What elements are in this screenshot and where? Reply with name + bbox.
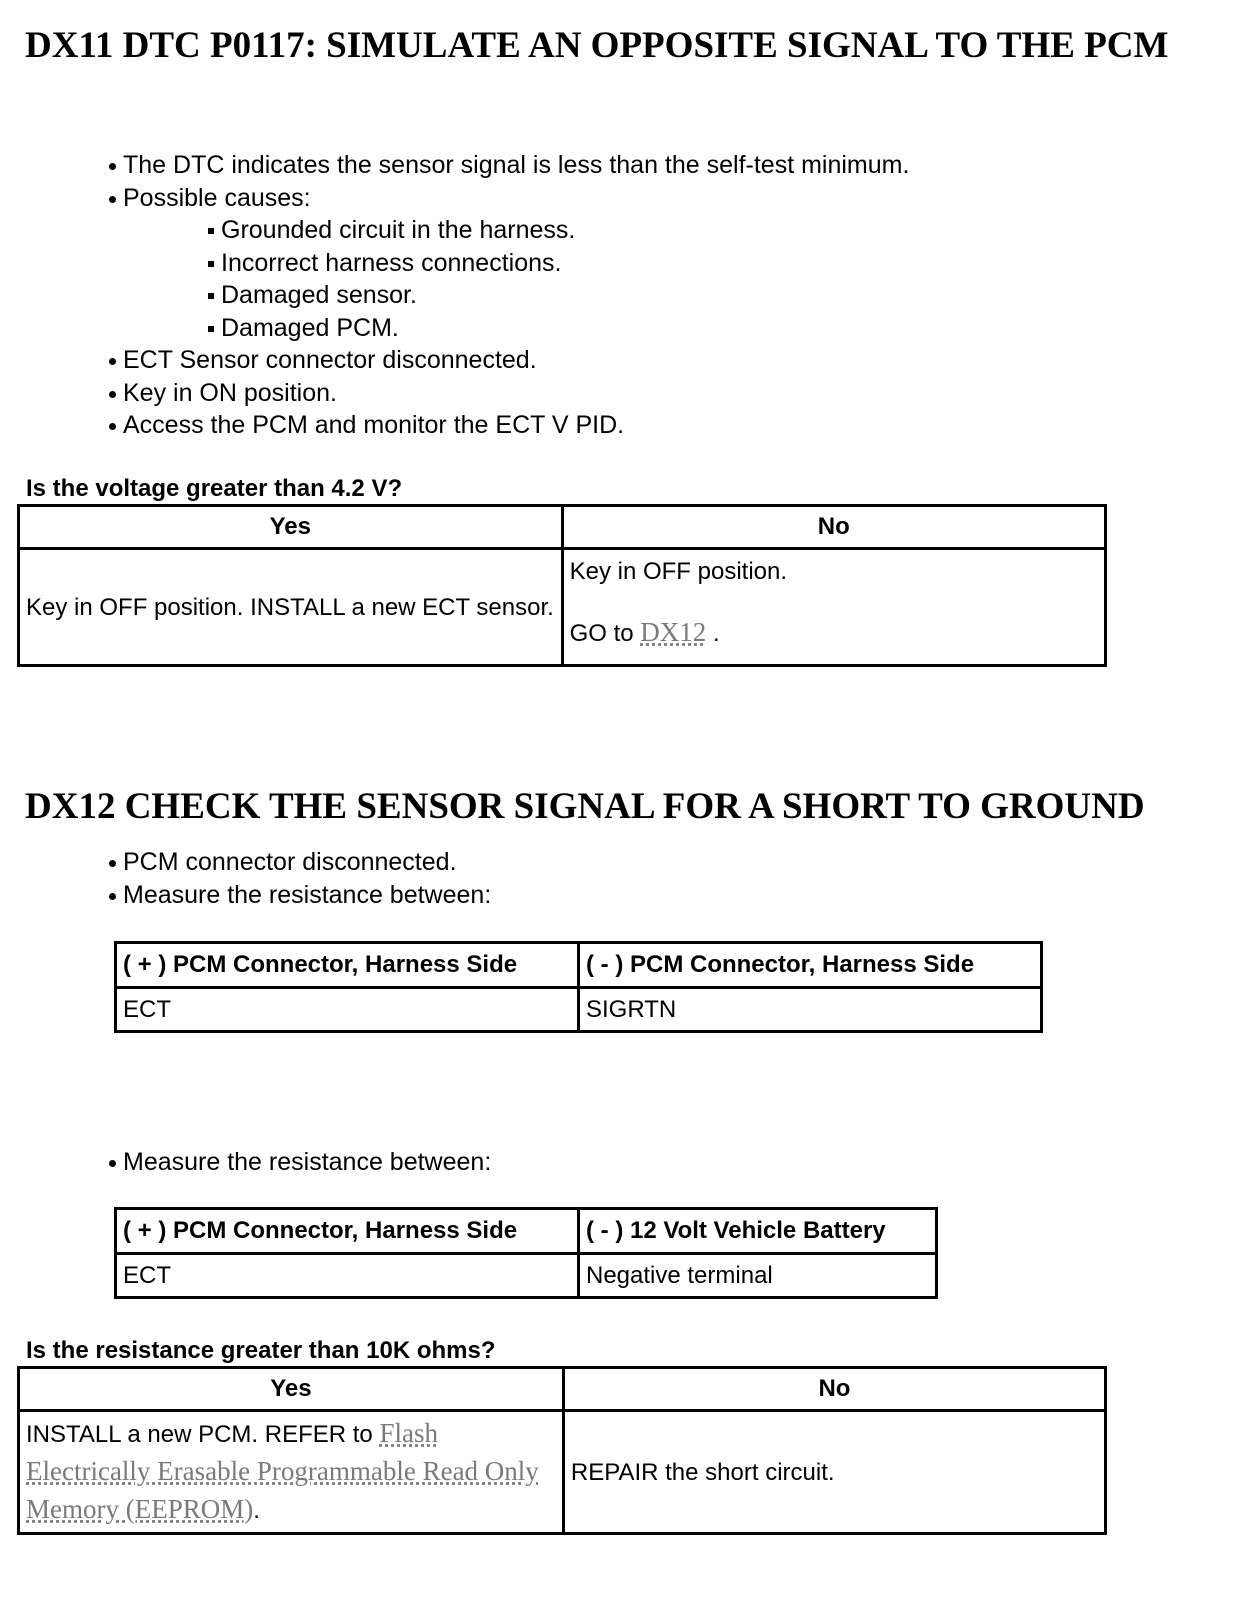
step-item: Measure the resistance between: xyxy=(107,1146,491,1179)
no-header: No xyxy=(562,506,1105,549)
minus-header: ( - ) 12 Volt Vehicle Battery xyxy=(579,1209,937,1254)
goto-line xyxy=(570,617,1098,649)
goto-suffix: . xyxy=(712,620,720,647)
minus-cell: Negative terminal xyxy=(579,1254,937,1298)
yes-cell xyxy=(19,1411,564,1534)
step-item: Measure the resistance between: xyxy=(107,879,491,912)
cause-item: Damaged sensor. xyxy=(207,279,909,312)
step-item: ECT Sensor connector disconnected. xyxy=(107,344,909,377)
dx11-bullet-list xyxy=(107,149,909,442)
eeprom-link[interactable]: Flash Electrically Erasable Programmable Read Only Memory (EEPROM) xyxy=(26,1418,539,1524)
plus-header: ( + ) PCM Connector, Harness Side xyxy=(116,943,579,988)
no-action-text: Key in OFF position. xyxy=(569,558,788,585)
goto-prefix: GO to xyxy=(569,620,634,647)
yes-suffix: . xyxy=(253,1497,260,1524)
no-header: No xyxy=(563,1368,1105,1411)
minus-cell: SIGRTN xyxy=(579,988,1042,1032)
step-item: Access the PCM and monitor the ECT V PID. xyxy=(107,409,909,442)
connector-table-a xyxy=(114,941,1043,1033)
dx11-question: Is the voltage greater than 4.2 V? xyxy=(26,475,403,502)
dx11-decision-table xyxy=(17,504,1107,667)
cause-item: Damaged PCM. xyxy=(207,312,909,345)
dx12-decision-table xyxy=(17,1366,1107,1535)
yes-action-text: INSTALL a new PCM. REFER to xyxy=(26,1421,373,1448)
plus-cell: ECT xyxy=(116,988,579,1032)
goto-dx12-link[interactable]: DX12 xyxy=(640,617,707,647)
step-item: PCM connector disconnected. xyxy=(107,846,491,879)
dx12-bullet-list-a xyxy=(107,846,491,912)
dx12-heading: DX12 CHECK THE SENSOR SIGNAL FOR A SHORT TO GROUND xyxy=(25,786,1145,827)
yes-cell xyxy=(19,549,563,666)
dx11-bullet-possible-causes: Possible causes: xyxy=(107,182,909,215)
cause-item: Grounded circuit in the harness. xyxy=(207,214,909,247)
yes-header: Yes xyxy=(19,1368,564,1411)
no-cell xyxy=(562,549,1105,666)
plus-cell: ECT xyxy=(116,1254,579,1298)
minus-header: ( - ) PCM Connector, Harness Side xyxy=(579,943,1042,988)
dx11-heading: DX11 DTC P0117: SIMULATE AN OPPOSITE SIGNAL TO THE PCM xyxy=(25,25,1169,66)
yes-action-text: Key in OFF position. INSTALL a new ECT sensor. xyxy=(26,593,554,621)
dx12-question: Is the resistance greater than 10K ohms? xyxy=(26,1337,496,1364)
no-cell xyxy=(563,1411,1105,1534)
cause-item: Incorrect harness connections. xyxy=(207,247,909,280)
no-action-text: REPAIR the short circuit. xyxy=(570,1458,835,1486)
step-item: Key in ON position. xyxy=(107,377,909,410)
yes-header: Yes xyxy=(19,506,563,549)
plus-header: ( + ) PCM Connector, Harness Side xyxy=(116,1209,579,1254)
dx12-bullet-list-b xyxy=(107,1146,491,1179)
dx11-bullet-dtc: The DTC indicates the sensor signal is less than the self-test minimum. xyxy=(107,149,909,182)
connector-table-b xyxy=(114,1207,938,1299)
